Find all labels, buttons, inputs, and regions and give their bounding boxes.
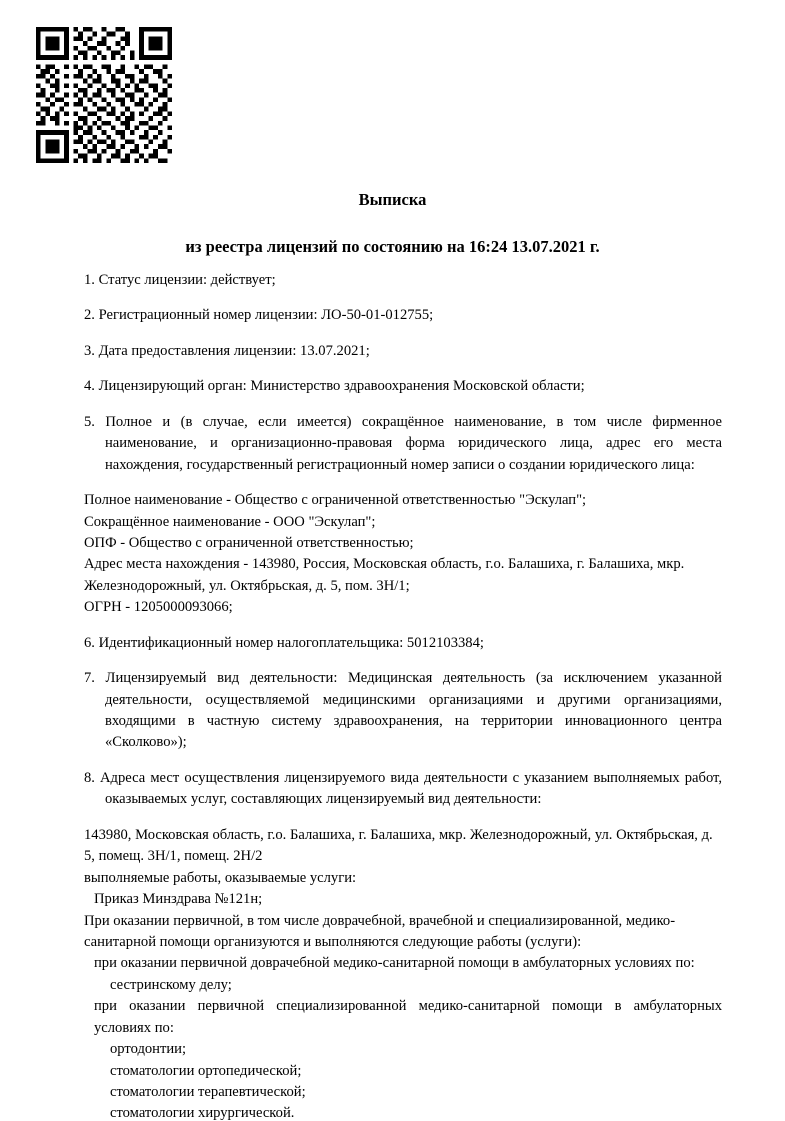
work-service: сестринскому делу; — [110, 976, 232, 993]
list-item: 4. Лицензирующий орган: Министерство здравоохранения Московской области; — [84, 378, 585, 395]
order-line: Приказ Минздрава №121н; — [94, 891, 263, 908]
list-item: 2. Регистрационный номер лицензии: ЛО-50-01-012755; — [84, 307, 434, 324]
work-service: стоматологии хирургической. — [110, 1105, 295, 1121]
work-group-lead: при оказании первичной специализированной медико-санитарной помощи в амбулаторных условиях по: — [94, 998, 722, 1036]
qr-code-icon — [36, 27, 172, 163]
page-subtitle: из реестра лицензий по состоянию на 16:24 13.07.2021 г. — [185, 236, 600, 256]
title-block — [0, 190, 785, 257]
page-title: Выписка — [358, 190, 427, 209]
entity-legal-form: ОПФ - Общество с ограниченной ответственностью; — [84, 534, 414, 551]
list-item: 7. Лицензируемый вид деятельности: Медицинская деятельность (за исключением указанной деятельности, осуществляемой медицинскими организациями и другими организациями, входящими в частную систему здравоохранения, на территории инновационного центра «Сколково»); — [84, 670, 722, 751]
list-item: 1. Статус лицензии: действует; — [84, 272, 276, 288]
work-service: стоматологии ортопедической; — [110, 1062, 302, 1079]
works-header: выполняемые работы, оказываемые услуги: — [84, 869, 357, 886]
work-group-lead: при оказании первичной доврачебной медико-санитарной помощи в амбулаторных условиях по: — [94, 955, 695, 972]
entity-address: Адрес места нахождения - 143980, Россия, Московская область, г.о. Балашиха, г. Балашиха, мкр. Железнодорожный, ул. Октябрьская, д. 5, пом. 3Н/1; — [84, 556, 685, 594]
entity-ogrn: ОГРН - 1205000093066; — [84, 599, 233, 616]
list-item: 5. Полное и (в случае, если имеется) сокращённое наименование, в том числе фирменное наименование, и организационно-правовая форма юридического лица, адрес его места нахождения, государственный регистрационный номер записи о создании юридического лица: — [84, 413, 722, 473]
activity-address: 143980, Московская область, г.о. Балашиха, г. Балашиха, мкр. Железнодорожный, ул. Октябрьская, д. 5, помещ. 3Н/1, помещ. 2Н/2 — [84, 826, 713, 865]
entity-details — [84, 490, 722, 619]
document-body — [84, 270, 722, 1121]
list-item: 8. Адреса мест осуществления лицензируемого вида деятельности с указанием выполняемых работ, оказываемых услуг, составляющих лицензируемый вид деятельности: — [84, 769, 722, 808]
work-service: стоматологии терапевтической; — [110, 1084, 306, 1100]
entity-full-name: Полное наименование - Общество с ограниченной ответственностью "Эскулап"; — [84, 492, 587, 509]
entity-short-name: Сокращённое наименование - ООО "Эскулап"; — [84, 513, 376, 530]
list-item: 3. Дата предоставления лицензии: 13.07.2021; — [84, 342, 370, 359]
qr-code-svg — [36, 27, 172, 163]
works-intro: При оказании первичной, в том числе доврачебной, врачебной и специализированной, медико-санитарной помощи организуются и выполняются следующие работы (услуги): — [84, 912, 676, 950]
activity-address-block — [84, 825, 722, 1121]
list-item: 6. Идентификационный номер налогоплательщика: 5012103384; — [84, 634, 484, 651]
work-service: ортодонтии; — [110, 1041, 187, 1058]
